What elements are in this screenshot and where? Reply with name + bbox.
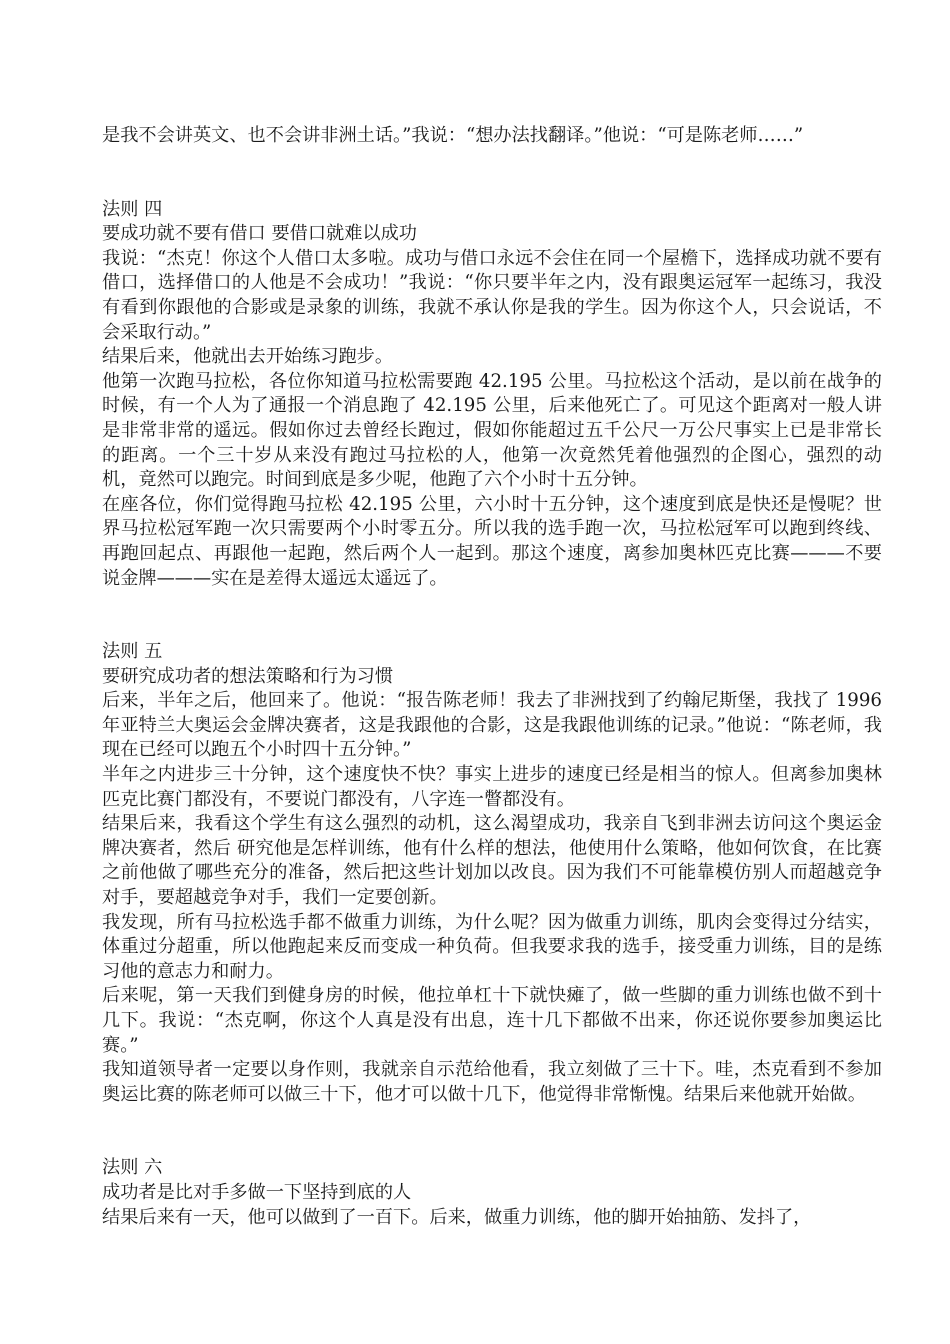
section-subtitle: 要成功就不要有借口 要借口就难以成功	[102, 223, 417, 245]
paragraph: 后来，半年之后，他回来了。他说：“报告陈老师！我去了非洲找到了约翰尼斯堡，我找了 1996 年亚特兰大奥运会金牌决赛者，这是我跟他的合影，这是我跟他训练的记录。”他说：“陈老师，我现在已经可以跑五个小时四十五分钟。”	[102, 690, 882, 761]
paragraph: 在座各位，你们觉得跑马拉松 42.195 公里，六小时十五分钟，这个速度到底是快还是慢呢？世界马拉松冠军跑一次只需要两个小时零五分。所以我的选手跑一次，马拉松冠军可以跑到终线、再跑回起点、再跟他一起跑，然后两个人一起到。那这个速度，离参加奥林匹克比赛———不要说金牌———实在是差得太遥远太遥远了。	[102, 493, 882, 589]
section-rule-6	[102, 1156, 882, 1230]
section-heading: 法则 五	[102, 641, 163, 663]
paragraph: 结果后来有一天，他可以做到了一百下。后来，做重力训练，他的脚开始抽筋、发抖了，	[102, 1206, 812, 1228]
section-heading: 法则 四	[102, 198, 163, 220]
paragraph: 结果后来，他就出去开始练习跑步。	[102, 346, 394, 368]
section-rule-5	[102, 640, 882, 1107]
section-subtitle: 要研究成功者的想法策略和行为习惯	[102, 665, 394, 687]
section-gap	[102, 591, 882, 640]
section-rule-4	[102, 198, 882, 592]
paragraph: 我知道领导者一定要以身作则，我就亲自示范给他看，我立刻做了三十下。哇，杰克看到不参加奥运比赛的陈老师可以做三十下，他才可以做十几下，他觉得非常惭愧。结果后来他就开始做。	[102, 1059, 882, 1105]
section-gap	[102, 149, 882, 198]
paragraph: 他第一次跑马拉松，各位你知道马拉松需要跑 42.195 公里。马拉松这个活动，是以前在战争的时候，有一个人为了通报一个消息跑了 42.195 公里，后来他死亡了。可见这个距离对一般人讲是非常非常的遥远。假如你过去曾经长跑过，假如你能超过五千公尺一万公尺事实上已是非常长的距离。一个三十岁从来没有跑过马拉松的人，他第一次竟然凭着他强烈的企图心，强烈的动机，竟然可以跑完。时间到底是多少呢，他跑了六个小时十五分钟。	[102, 370, 882, 491]
paragraph: 后来呢，第一天我们到健身房的时候，他拉单杠十下就快瘫了，做一些脚的重力训练也做不到十几下。我说：“杰克啊，你这个人真是没有出息，连十几下都做不出来，你还说你要参加奥运比赛。”	[102, 985, 882, 1056]
paragraph: 半年之内进步三十分钟，这个速度快不快？事实上进步的速度已经是相当的惊人。但离参加奥林匹克比赛门都没有，不要说门都没有，八字连一瞥都没有。	[102, 764, 882, 810]
section-subtitle: 成功者是比对手多做一下坚持到底的人	[102, 1181, 412, 1203]
paragraph: 我发现，所有马拉松选手都不做重力训练，为什么呢？因为做重力训练，肌肉会变得过分结实，体重过分超重，所以他跑起来反而变成一种负荷。但我要求我的选手，接受重力训练，目的是练习他的意志力和耐力。	[102, 911, 882, 982]
paragraph: 结果后来，我看这个学生有这么强烈的动机，这么渴望成功，我亲自飞到非洲去访问这个奥运金牌决赛者，然后 研究他是怎样训练，他有什么样的想法，他使用什么策略，他如何饮食，在比赛之前他做了哪些充分的准备，然后把这些计划加以改良。因为我们不可能靠模仿别人而超越竞争对手，要超越竞争对手，我们一定要创新。	[102, 813, 882, 909]
document-page	[102, 124, 882, 1230]
section-heading: 法则 六	[102, 1157, 163, 1179]
section-gap	[102, 1107, 882, 1156]
intro-paragraph: 是我不会讲英文、也不会讲非洲土话。”我说：“想办法找翻译。”他说：“可是陈老师……”	[102, 125, 804, 146]
paragraph: 我说：“杰克！你这个人借口太多啦。成功与借口永远不会住在同一个屋檐下，选择成功就不要有借口，选择借口的人他是不会成功！”我说：“你只要半年之内，没有跟奥运冠军一起练习，我没有看到你跟他的合影或是录象的训练，我就不承认你是我的学生。因为你这个人，只会说话，不会采取行动。”	[102, 247, 882, 343]
